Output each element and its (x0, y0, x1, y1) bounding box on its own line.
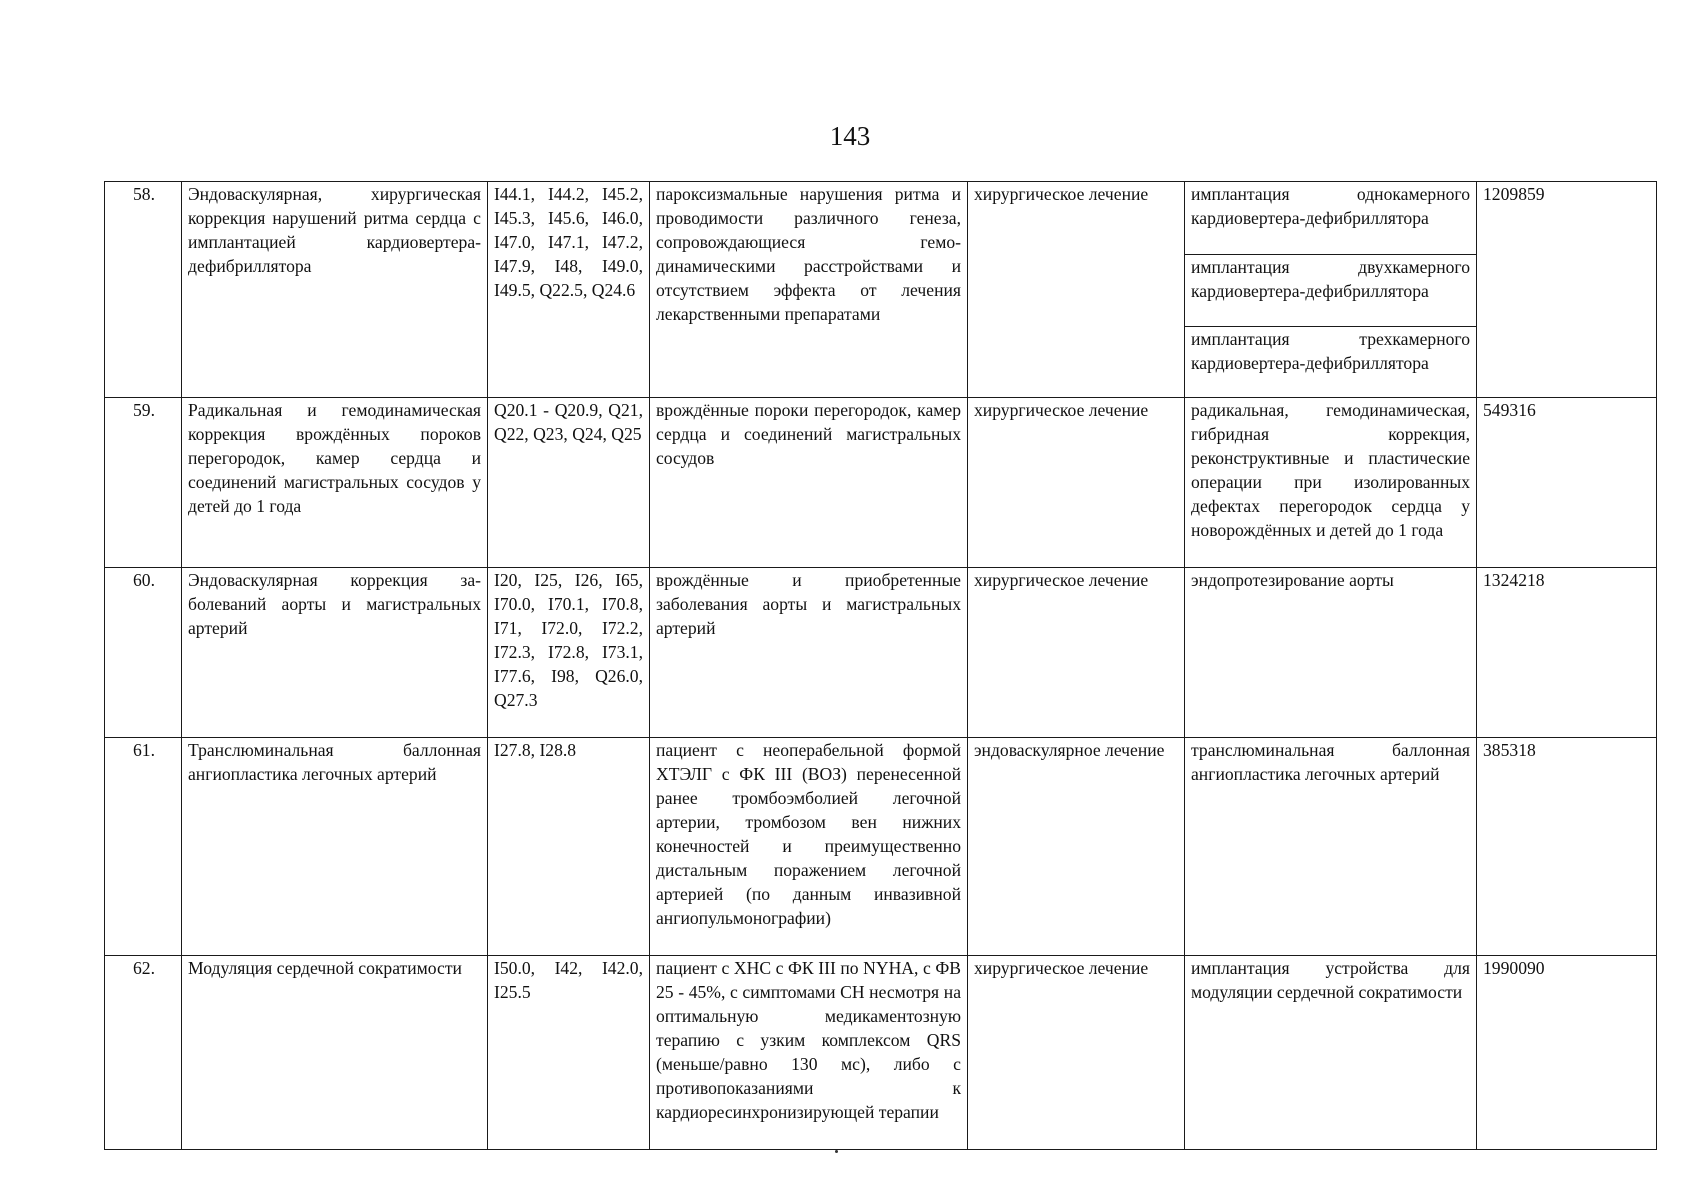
cost-value: 1324218 (1477, 568, 1657, 738)
method-item: транслюминальная баллонная ангиопластика легочных артерий (1191, 740, 1470, 784)
treatment-type: хирургическое лечение (968, 182, 1185, 398)
patient-model: пациент с ХНС с ФК III по NYHA, с ФВ 25 - 45%, с симптомами СН несмотря на оптимальную медикаментозную терапию с узким комплексом QRS (меньше/равно 130 мс), либо с противопоказаниями к кардиоресинхронизирующей терапии (650, 956, 968, 1150)
treatment-type: хирургическое лечение (968, 568, 1185, 738)
icd-codes: I27.8, I28.8 (488, 738, 650, 956)
method-item: радикальная, гемодинамическая, гибридная коррекция, реконструктивные и пластические операции при изолированных дефектах перегородок сердца у новорождённых и детей до 1 года (1191, 400, 1470, 540)
row-number: 58. (105, 182, 182, 398)
treatment-type: хирургическое лечение (968, 398, 1185, 568)
table-row (105, 956, 1657, 1150)
procedure-name: Эндоваскулярная коррекция заболеваний аорты и магистральных артерий (182, 568, 488, 738)
procedures-table (104, 181, 1657, 1150)
procedure-name: Транслюминальная баллонная ангиопластика легочных артерий (182, 738, 488, 956)
treatment-type: эндоваскулярное лечение (968, 738, 1185, 956)
procedure-name: Эндоваскулярная, хирургическая коррекция нарушений ритма сердца с имплантацией кардиовертера-дефибриллятора (182, 182, 488, 398)
procedure-name: Радикальная и гемодинамическая коррекция врождённых пороков перегородок, камер сердца и соединений магистральных сосудов у детей до 1 года (182, 398, 488, 568)
patient-model: врождённые и приобретенные заболевания аорты и магистральных артерий (650, 568, 968, 738)
treatment-methods (1185, 182, 1477, 398)
patient-model: врождённые пороки перегородок, камер сердца и соединений магистральных сосудов (650, 398, 968, 568)
patient-model: пароксизмальные нарушения ритма и проводимости различного генеза, сопровождающиеся гемодинамическими расстройствами и отсутствием эффекта от лечения лекарственными препаратами (650, 182, 968, 398)
page-number: 143 (829, 121, 871, 151)
row-number: 61. (105, 738, 182, 956)
icd-codes: I44.1, I44.2, I45.2, I45.3, I45.6, I46.0, I47.0, I47.1, I47.2, I47.9, I48, I49.0, I49.5, Q22.5, Q24.6 (488, 182, 650, 398)
row-number: 59. (105, 398, 182, 568)
table-row (105, 738, 1657, 956)
cost-value: 385318 (1477, 738, 1657, 956)
cost-value: 549316 (1477, 398, 1657, 568)
row-number: 62. (105, 956, 182, 1150)
table-row (105, 182, 1657, 398)
treatment-methods (1185, 398, 1477, 568)
row-number: 60. (105, 568, 182, 738)
table-row (105, 398, 1657, 568)
treatment-methods (1185, 956, 1477, 1150)
procedure-name: Модуляция сердечной сократимости (182, 956, 488, 1150)
icd-codes: I20, I25, I26, I65, I70.0, I70.1, I70.8, I71, I72.0, I72.2, I72.3, I72.8, I73.1, I77.6, I98, Q26.0, Q27.3 (488, 568, 650, 738)
treatment-methods (1185, 568, 1477, 738)
icd-codes: I50.0, I42, I42.0, I25.5 (488, 956, 650, 1150)
treatment-type: хирургическое лечение (968, 956, 1185, 1150)
method-item: имплантация двухкамерного кардиовертера-дефибриллятора (1185, 255, 1476, 327)
method-item: имплантация устройства для модуляции сердечной сократимости (1191, 958, 1470, 1002)
method-item: имплантация однокамерного кардиовертера-дефибриллятора (1185, 182, 1476, 255)
cost-value: 1209859 (1477, 182, 1657, 398)
scan-dot (835, 1150, 838, 1153)
table-row (105, 568, 1657, 738)
cost-value: 1990090 (1477, 956, 1657, 1150)
treatment-methods (1185, 738, 1477, 956)
patient-model: пациент с неоперабельной формой ХТЭЛГ с ФК III (ВОЗ) перенесенной ранее тромбоэмболией легочной артерии, тромбозом вен нижних конечностей и преимущественно дистальным поражением легочной артерией (по данным инвазивной ангиопульмонографии) (650, 738, 968, 956)
icd-codes: Q20.1 - Q20.9, Q21, Q22, Q23, Q24, Q25 (488, 398, 650, 568)
method-item: имплантация трехкамерного кардиовертера-дефибриллятора (1191, 329, 1470, 373)
method-item: эндопротезирование аорты (1191, 570, 1394, 590)
